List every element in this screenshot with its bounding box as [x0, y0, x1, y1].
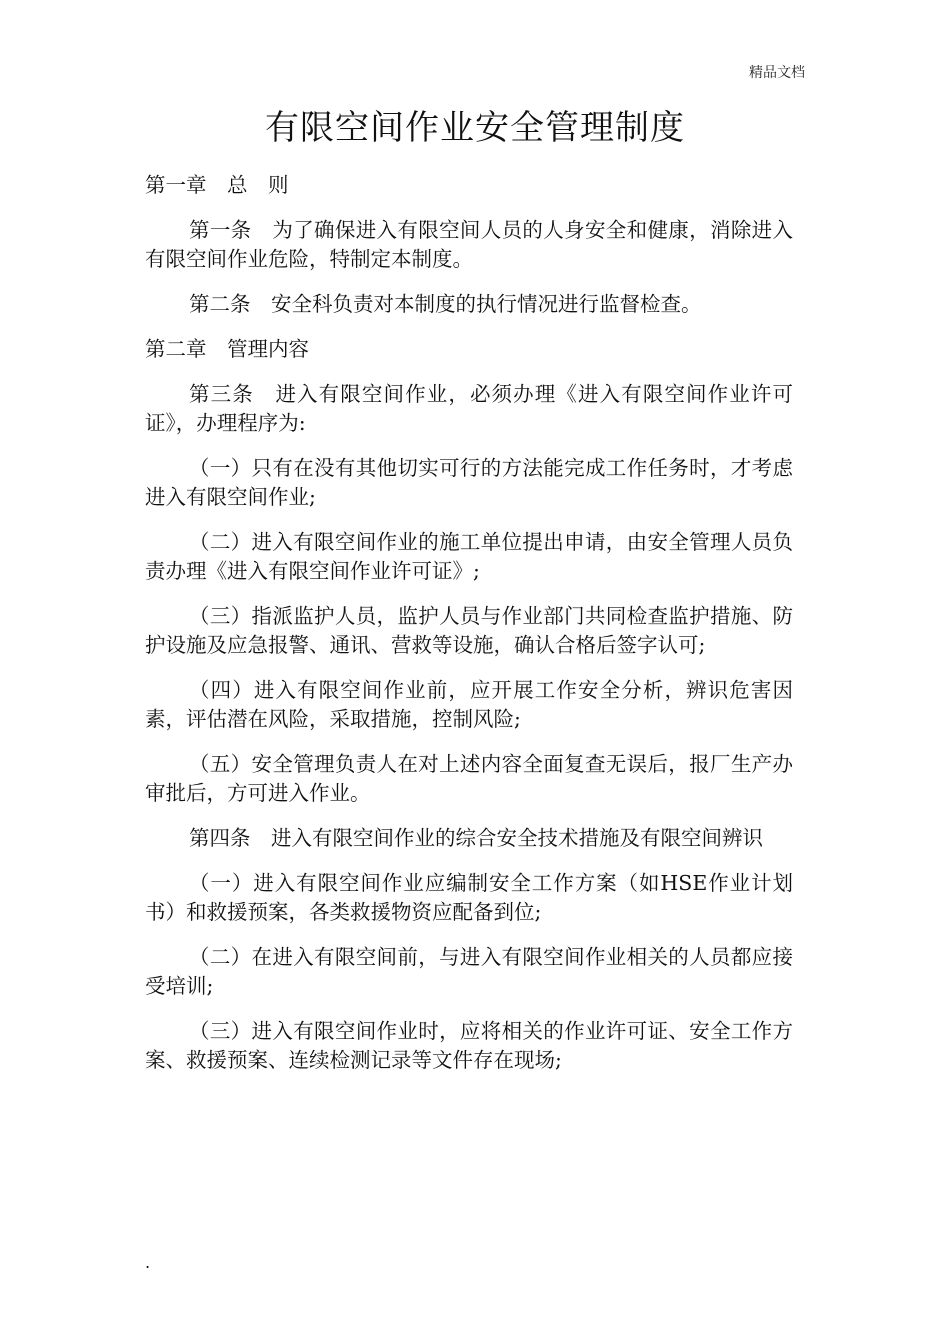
- article-4-item-1: （一）进入有限空间作业应编制安全工作方案（如HSE作业计划书）和救援预案，各类救援物资应配备到位;: [145, 871, 793, 924]
- article-1: 第一条 为了确保进入有限空间人员的人身安全和健康，消除进入有限空间作业危险，特制定本制度。: [145, 218, 793, 271]
- article-3-item-1: （一）只有在没有其他切实可行的方法能完成工作任务时，才考虑进入有限空间作业;: [145, 456, 793, 509]
- footer-mark: .: [145, 1253, 151, 1272]
- header-mark: 精品文档: [749, 65, 805, 81]
- article-3: 第三条 进入有限空间作业，必须办理《进入有限空间作业许可证》，办理程序为:: [145, 382, 793, 435]
- article-4: 第四条 进入有限空间作业的综合安全技术措施及有限空间辨识: [189, 826, 763, 850]
- article-2: 第二条 安全科负责对本制度的执行情况进行监督检查。: [189, 292, 702, 316]
- article-3-item-4: （四）进入有限空间作业前，应开展工作安全分析，辨识危害因素，评估潜在风险，采取措施，控制风险;: [145, 678, 793, 731]
- chapter-heading-2: 第二章 管理内容: [145, 337, 309, 361]
- article-4-item-2: （二）在进入有限空间前，与进入有限空间作业相关的人员都应接受培训;: [145, 945, 793, 998]
- document-body: [145, 171, 793, 1091]
- chapter-heading-1: 第一章 总 则: [145, 173, 289, 197]
- article-4-item-3: （三）进入有限空间作业时，应将相关的作业许可证、安全工作方案、救援预案、连续检测记录等文件存在现场;: [145, 1019, 793, 1072]
- document-title: 有限空间作业安全管理制度: [265, 108, 685, 148]
- article-3-item-5: （五）安全管理负责人在对上述内容全面复查无误后，报厂生产办审批后，方可进入作业。: [145, 752, 793, 805]
- article-3-item-2: （二）进入有限空间作业的施工单位提出申请，由安全管理人员负责办理《进入有限空间作业许可证》;: [145, 530, 793, 583]
- article-3-item-3: （三）指派监护人员，监护人员与作业部门共同检查监护措施、防护设施及应急报警、通讯、营救等设施，确认合格后签字认可;: [145, 604, 793, 657]
